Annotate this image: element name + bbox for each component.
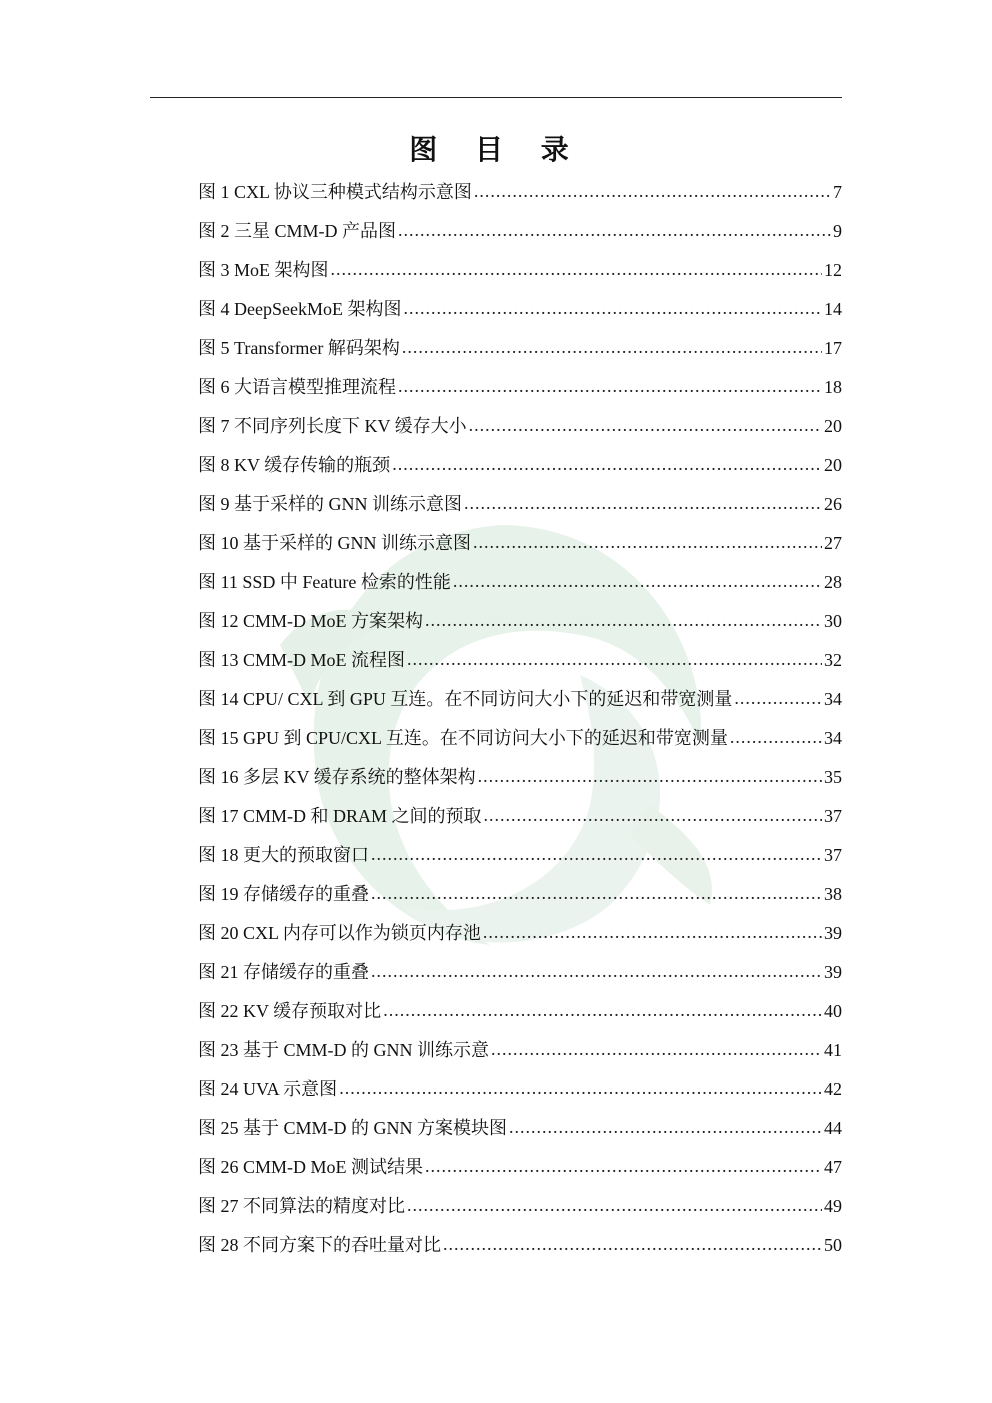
toc-entry-label: 图 22 KV 缓存预取对比 bbox=[198, 1001, 382, 1021]
toc-entry-label: 图 1 CXL 协议三种模式结构示意图 bbox=[198, 182, 472, 202]
toc-entry-label: 图 26 CMM-D MoE 测试结果 bbox=[198, 1157, 424, 1177]
dot-leader bbox=[473, 523, 822, 562]
dot-leader bbox=[478, 757, 822, 796]
toc-entry[interactable] bbox=[198, 641, 842, 680]
toc-entry-page: 20 bbox=[824, 455, 842, 475]
toc-entry-label: 图 16 多层 KV 缓存系统的整体架构 bbox=[198, 767, 476, 787]
toc-entry[interactable] bbox=[198, 719, 842, 758]
toc-entry[interactable] bbox=[198, 875, 842, 914]
dot-leader bbox=[443, 1225, 822, 1264]
toc-entry-label: 图 19 存储缓存的重叠 bbox=[198, 884, 369, 904]
toc-entry[interactable] bbox=[198, 953, 842, 992]
toc-entry[interactable] bbox=[198, 485, 842, 524]
toc-entry-label: 图 17 CMM-D 和 DRAM 之间的预取 bbox=[198, 806, 482, 826]
toc-entry[interactable] bbox=[198, 758, 842, 797]
toc-entry[interactable] bbox=[198, 1187, 842, 1226]
toc-entry-label: 图 8 KV 缓存传输的瓶颈 bbox=[198, 455, 391, 475]
toc-entry[interactable] bbox=[198, 290, 842, 329]
toc-entry-page: 34 bbox=[824, 689, 842, 709]
dot-leader bbox=[407, 640, 822, 679]
page-title: 图 目 录 bbox=[409, 133, 583, 166]
toc-entry-page: 32 bbox=[824, 650, 842, 670]
table-of-figures bbox=[198, 173, 842, 1265]
dot-leader bbox=[469, 406, 822, 445]
toc-entry-page: 18 bbox=[824, 377, 842, 397]
toc-entry-page: 47 bbox=[824, 1157, 842, 1177]
toc-entry-label: 图 3 MoE 架构图 bbox=[198, 260, 329, 280]
toc-entry-page: 9 bbox=[833, 221, 842, 241]
toc-entry[interactable] bbox=[198, 173, 842, 212]
dot-leader bbox=[371, 952, 822, 991]
toc-entry-label: 图 5 Transformer 解码架构 bbox=[198, 338, 400, 358]
toc-entry-label: 图 6 大语言模型推理流程 bbox=[198, 377, 396, 397]
dot-leader bbox=[509, 1108, 822, 1147]
toc-entry-page: 50 bbox=[824, 1235, 842, 1255]
dot-leader bbox=[730, 718, 822, 757]
toc-entry-page: 37 bbox=[824, 845, 842, 865]
dot-leader bbox=[402, 328, 822, 367]
toc-entry-label: 图 15 GPU 到 CPU/CXL 互连。在不同访问大小下的延迟和带宽测量 bbox=[198, 728, 728, 748]
toc-entry[interactable] bbox=[198, 446, 842, 485]
toc-entry-page: 28 bbox=[824, 572, 842, 592]
dot-leader bbox=[484, 796, 822, 835]
dot-leader bbox=[398, 211, 831, 250]
dot-leader bbox=[453, 562, 822, 601]
dot-leader bbox=[339, 1069, 822, 1108]
toc-entry-label: 图 28 不同方案下的吞吐量对比 bbox=[198, 1235, 441, 1255]
dot-leader bbox=[425, 601, 822, 640]
toc-entry-label: 图 25 基于 CMM-D 的 GNN 方案模块图 bbox=[198, 1118, 508, 1138]
toc-entry-page: 7 bbox=[833, 182, 842, 202]
dot-leader bbox=[371, 835, 822, 874]
toc-entry[interactable] bbox=[198, 797, 842, 836]
toc-entry-page: 37 bbox=[824, 806, 842, 826]
toc-entry[interactable] bbox=[198, 1226, 842, 1265]
toc-entry[interactable] bbox=[198, 368, 842, 407]
toc-entry[interactable] bbox=[198, 1070, 842, 1109]
toc-entry-label: 图 24 UVA 示意图 bbox=[198, 1079, 338, 1099]
dot-leader bbox=[464, 484, 822, 523]
toc-entry[interactable] bbox=[198, 602, 842, 641]
toc-entry-page: 49 bbox=[824, 1196, 842, 1216]
toc-entry-page: 34 bbox=[824, 728, 842, 748]
dot-leader bbox=[403, 289, 822, 328]
dot-leader bbox=[734, 679, 822, 718]
toc-entry[interactable] bbox=[198, 407, 842, 446]
toc-entry[interactable] bbox=[198, 680, 842, 719]
toc-entry-label: 图 23 基于 CMM-D 的 GNN 训练示意 bbox=[198, 1040, 490, 1060]
toc-entry-page: 39 bbox=[824, 962, 842, 982]
toc-entry-page: 26 bbox=[824, 494, 842, 514]
toc-entry-label: 图 2 三星 CMM-D 产品图 bbox=[198, 221, 397, 241]
toc-entry-page: 38 bbox=[824, 884, 842, 904]
toc-entry[interactable] bbox=[198, 1148, 842, 1187]
toc-entry-label: 图 20 CXL 内存可以作为锁页内存池 bbox=[198, 923, 481, 943]
dot-leader bbox=[331, 250, 823, 289]
toc-entry-page: 20 bbox=[824, 416, 842, 436]
toc-entry[interactable] bbox=[198, 212, 842, 251]
dot-leader bbox=[483, 913, 822, 952]
toc-entry-label: 图 10 基于采样的 GNN 训练示意图 bbox=[198, 533, 471, 553]
toc-entry[interactable] bbox=[198, 329, 842, 368]
toc-entry-page: 42 bbox=[824, 1079, 842, 1099]
toc-entry[interactable] bbox=[198, 563, 842, 602]
dot-leader bbox=[474, 172, 831, 211]
toc-entry[interactable] bbox=[198, 914, 842, 953]
toc-entry-page: 41 bbox=[824, 1040, 842, 1060]
toc-entry-page: 30 bbox=[824, 611, 842, 631]
toc-entry-page: 40 bbox=[824, 1001, 842, 1021]
toc-entry-label: 图 11 SSD 中 Feature 检索的性能 bbox=[198, 572, 451, 592]
toc-entry-page: 17 bbox=[824, 338, 842, 358]
toc-entry-label: 图 12 CMM-D MoE 方案架构 bbox=[198, 611, 424, 631]
toc-entry-page: 14 bbox=[824, 299, 842, 319]
header-rule bbox=[150, 97, 842, 98]
toc-entry-label: 图 9 基于采样的 GNN 训练示意图 bbox=[198, 494, 462, 514]
toc-entry-page: 12 bbox=[824, 260, 842, 280]
toc-entry-label: 图 7 不同序列长度下 KV 缓存大小 bbox=[198, 416, 467, 436]
dot-leader bbox=[425, 1147, 822, 1186]
dot-leader bbox=[392, 445, 822, 484]
toc-entry-label: 图 4 DeepSeekMoE 架构图 bbox=[198, 299, 402, 319]
toc-entry-label: 图 18 更大的预取窗口 bbox=[198, 845, 369, 865]
dot-leader bbox=[491, 1030, 822, 1069]
toc-entry-page: 44 bbox=[824, 1118, 842, 1138]
dot-leader bbox=[398, 367, 822, 406]
toc-entry-label: 图 14 CPU/ CXL 到 GPU 互连。在不同访问大小下的延迟和带宽测量 bbox=[198, 689, 733, 709]
toc-entry[interactable] bbox=[198, 992, 842, 1031]
toc-entry-label: 图 13 CMM-D MoE 流程图 bbox=[198, 650, 406, 670]
toc-entry-page: 39 bbox=[824, 923, 842, 943]
toc-entry-label: 图 27 不同算法的精度对比 bbox=[198, 1196, 405, 1216]
toc-entry[interactable] bbox=[198, 1031, 842, 1070]
dot-leader bbox=[383, 991, 822, 1030]
toc-entry-page: 35 bbox=[824, 767, 842, 787]
toc-entry-label: 图 21 存储缓存的重叠 bbox=[198, 962, 369, 982]
toc-entry[interactable] bbox=[198, 836, 842, 875]
dot-leader bbox=[371, 874, 822, 913]
toc-entry-page: 27 bbox=[824, 533, 842, 553]
toc-entry[interactable] bbox=[198, 524, 842, 563]
toc-entry[interactable] bbox=[198, 251, 842, 290]
dot-leader bbox=[407, 1186, 822, 1225]
toc-entry[interactable] bbox=[198, 1109, 842, 1148]
